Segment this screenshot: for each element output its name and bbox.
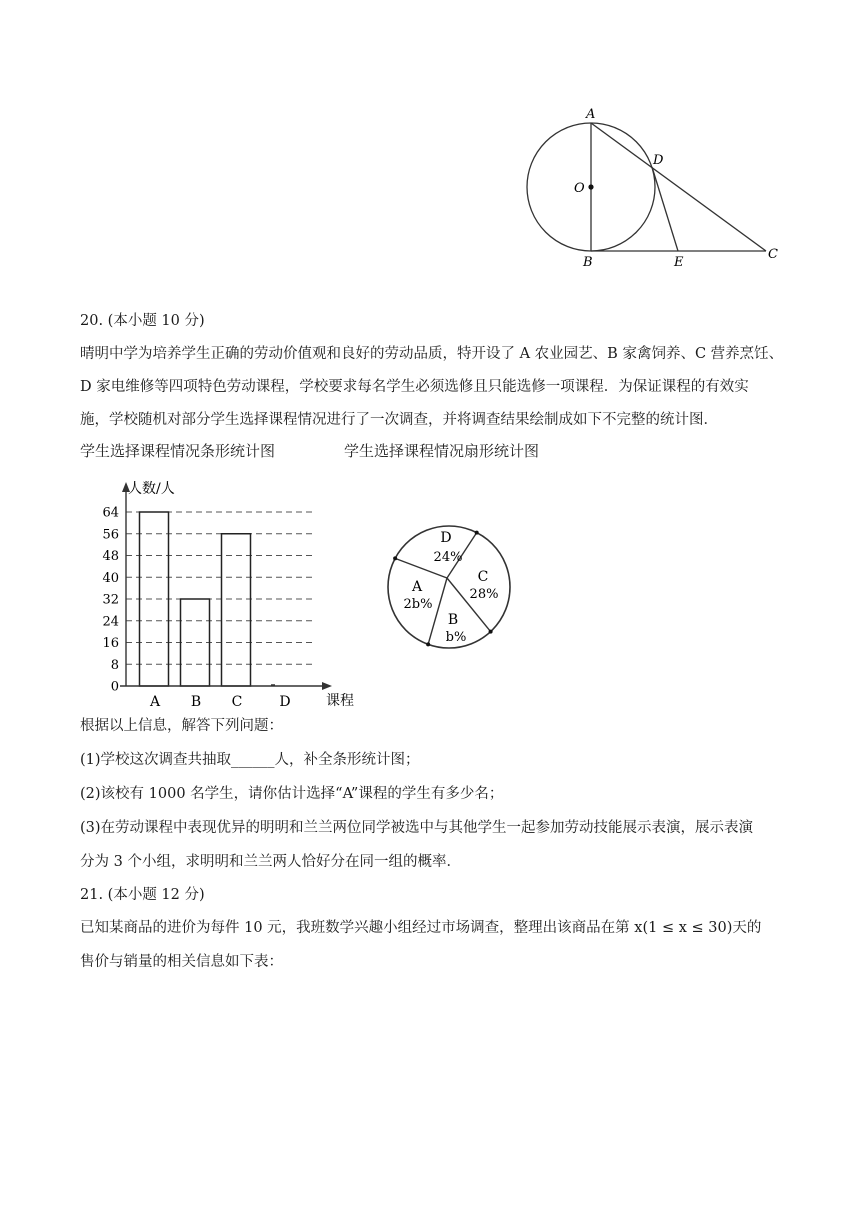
slice-label-b: B xyxy=(447,612,459,628)
bar-b xyxy=(181,599,210,686)
divider-ad-endpoint xyxy=(393,556,397,560)
label-o: O xyxy=(574,181,585,196)
pie-chart-title: 学生选择课程情况扇形统计图 xyxy=(344,442,540,460)
y-tick-label: 32 xyxy=(102,592,119,608)
q20-sub1: (1)学校这次调查共抽取______人，补全条形统计图； xyxy=(80,752,420,768)
bar-c xyxy=(222,534,251,686)
q20-prompt: 根据以上信息，解答下列问题： xyxy=(80,718,283,734)
q20-sub2: (2)该校有 1000 名学生，请你估计选择“A”课程的学生有多少名； xyxy=(80,786,504,802)
slice-percent-b: b% xyxy=(445,630,467,645)
y-tick-label: 56 xyxy=(102,527,119,543)
q21-heading: 21. (本小题 12 分) xyxy=(80,887,205,903)
divider-dc-endpoint xyxy=(475,531,479,535)
label-b: B xyxy=(583,255,593,270)
y-axis-label: 人数/人 xyxy=(128,481,175,497)
q21-line-2: 售价与销量的相关信息如下表： xyxy=(80,954,283,970)
bar-chart-title: 学生选择课程情况条形统计图 xyxy=(80,442,276,460)
q20-sub3-line-2: 分为 3 个小组，求明明和兰兰两人恰好分在同一组的概率． xyxy=(80,854,461,870)
y-tick-label: 64 xyxy=(102,505,119,521)
label-d: D xyxy=(653,153,664,168)
q21-line-1: 已知某商品的进价为每件 10 元，我班数学兴趣小组经过市场调查，整理出该商品在第 x(1 ≤ x ≤ 30)天的 xyxy=(80,920,762,936)
label-a: A xyxy=(586,107,596,122)
center-point-o xyxy=(588,184,593,189)
divider-cb-endpoint xyxy=(489,630,493,634)
segment-ac xyxy=(591,123,766,251)
label-e: E xyxy=(674,255,684,270)
y-tick-label: 40 xyxy=(102,570,119,586)
x-axis-arrow xyxy=(322,682,332,690)
bar-a xyxy=(140,512,169,686)
x-tick-label-a: A xyxy=(149,694,161,710)
y-tick-label: 8 xyxy=(110,657,119,673)
y-tick-label: 16 xyxy=(102,636,119,651)
x-tick-label-b: B xyxy=(190,694,202,710)
y-tick-label: 0 xyxy=(110,679,119,695)
slice-percent-c: 28% xyxy=(469,587,499,602)
pie-chart xyxy=(380,520,530,660)
q20-sub3-line-1: (3)在劳动课程中表现优异的明明和兰兰两位同学被选中与其他学生一起参加劳动技能展示表演，展示表演 xyxy=(80,820,754,836)
x-tick-label-c: C xyxy=(231,694,243,710)
q20-heading: 20. (本小题 10 分) xyxy=(80,313,205,329)
q20-intro-line-3: 施，学校随机对部分学生选择课程情况进行了一次调查，并将调查结果绘制成如下不完整的统计图． xyxy=(80,412,718,428)
x-tick-label-d: D xyxy=(279,694,291,710)
slice-percent-a: 2b% xyxy=(403,597,433,612)
segment-de xyxy=(652,167,678,251)
q20-intro-line-2: D 家电维修等四项特色劳动课程，学校要求每名学生必须选修且只能选修一项课程．为保证课程的有效实 xyxy=(80,379,749,395)
slice-percent-d: 24% xyxy=(433,550,463,565)
label-c: C xyxy=(768,247,778,262)
slice-label-c: C xyxy=(477,569,489,585)
x-axis-label: 课程 xyxy=(326,693,354,709)
bar-chart xyxy=(80,472,380,712)
y-tick-label: 24 xyxy=(102,614,119,630)
divider-ba-endpoint xyxy=(426,642,430,646)
q20-intro-line-1: 晴明中学为培养学生正确的劳动价值观和良好的劳动品质，特开设了 A 农业园艺、B 家禽饲养、C 营养烹饪、 xyxy=(80,346,784,362)
y-tick-label: 48 xyxy=(102,549,119,564)
slice-label-a: A xyxy=(411,579,423,595)
geometry-figure xyxy=(500,100,800,275)
slice-label-d: D xyxy=(440,530,452,546)
